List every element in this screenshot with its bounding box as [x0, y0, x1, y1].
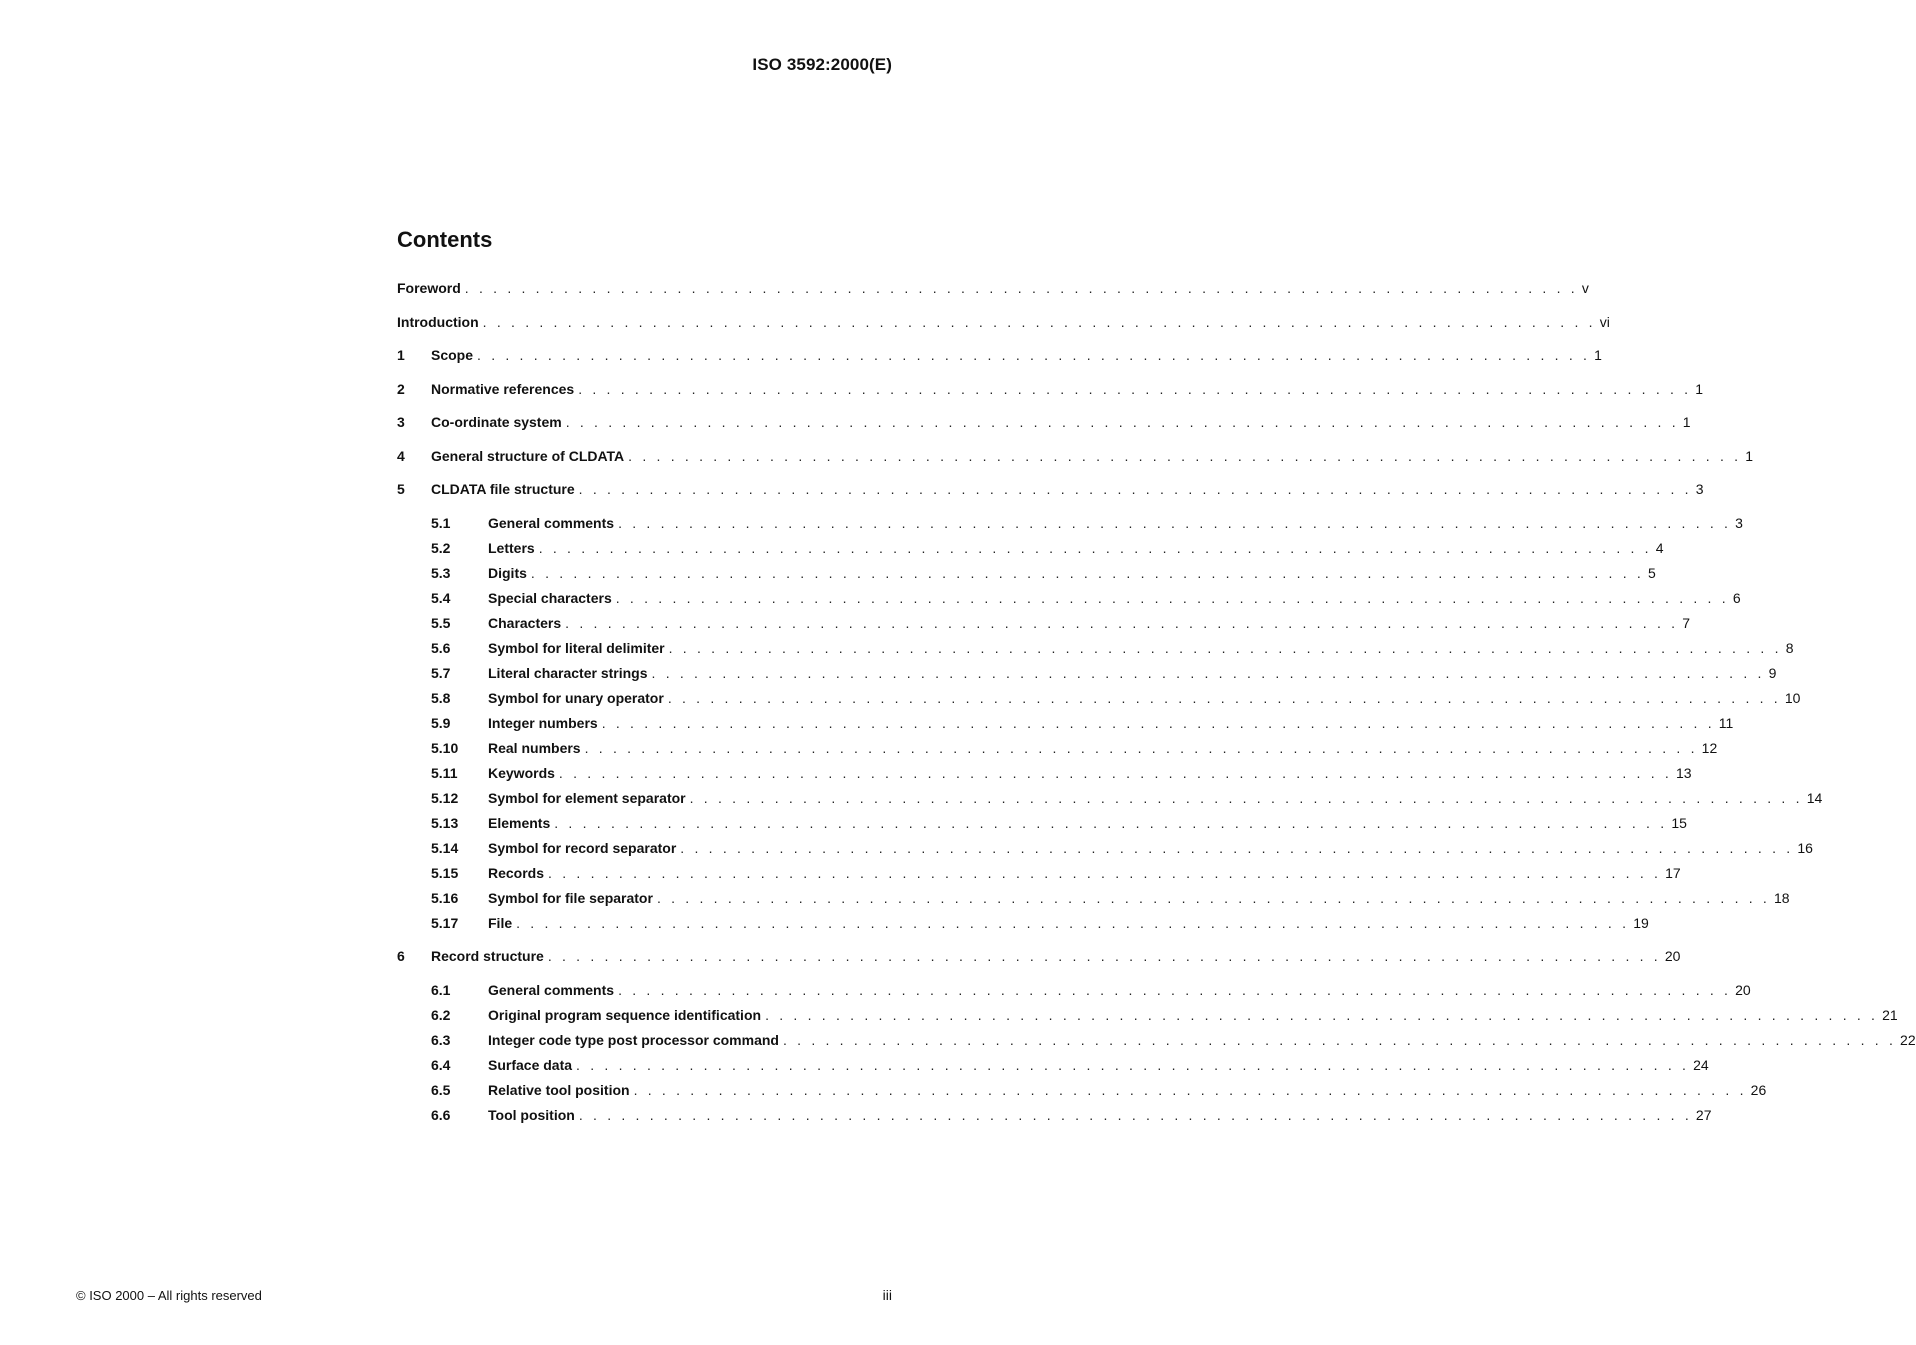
toc-entry-page: 20	[1664, 948, 1681, 964]
toc-entry-page: 7	[1682, 614, 1691, 631]
toc-entry-number: 5.17	[431, 914, 459, 931]
toc-entry[interactable]	[397, 814, 1687, 839]
toc-entry-title: Characters	[488, 614, 562, 631]
toc-entry[interactable]	[397, 1106, 1712, 1131]
toc-entry-page: 8	[1785, 639, 1794, 656]
dot-leader: . . . . . . . . . . . . . . . . . . . . . . . . . . . . . . . . . . . . . . . . . . . . . . . . . . . . . . . . . . . . . . . . . . . . . . . . . . . . . . .	[538, 539, 1652, 556]
toc-entry-page: 1	[1682, 414, 1691, 430]
toc-entry-page: 13	[1676, 764, 1692, 781]
toc-entry-page: 21	[1882, 1006, 1898, 1023]
toc-entry-page: 22	[1900, 1031, 1916, 1048]
toc-entry-title: Introduction	[397, 313, 479, 330]
dot-leader: . . . . . . . . . . . . . . . . . . . . . . . . . . . . . . . . . . . . . . . . . . . . . . . . . . . . . . . . . . . . . . . . . . . . . . . . . . . . . . .	[576, 1056, 1690, 1073]
toc-entry-page: 12	[1701, 739, 1718, 756]
toc-entry-page: 4	[1655, 539, 1664, 556]
page-title: Contents	[397, 227, 493, 252]
toc-entry-number: 5	[397, 481, 405, 497]
dot-leader: . . . . . . . . . . . . . . . . . . . . . . . . . . . . . . . . . . . . . . . . . . . . . . . . . . . . . . . . . . . . . . . . . . . . . . . . . . . . . . .	[578, 1106, 1692, 1123]
toc-entry[interactable]	[397, 764, 1692, 789]
toc-entry-number: 2	[397, 380, 405, 397]
toc-entry-title: General comments	[488, 981, 615, 998]
toc-entry[interactable]	[397, 947, 1681, 972]
toc-entry[interactable]	[397, 380, 1704, 405]
dot-leader: . . . . . . . . . . . . . . . . . . . . . . . . . . . . . . . . . . . . . . . . . . . . . . . . . . . . . . . . . . . . . . . . . . . . . . . . . . . . . . .	[633, 1081, 1747, 1098]
dot-leader: . . . . . . . . . . . . . . . . . . . . . . . . . . . . . . . . . . . . . . . . . . . . . . . . . . . . . . . . . . . . . . . . . . . . . . . . . . . . . . .	[554, 814, 1668, 831]
toc-entry[interactable]	[397, 313, 1610, 338]
toc-entry-title: Foreword	[397, 280, 461, 296]
document-id: ISO 3592:2000(E)	[752, 55, 892, 74]
toc-entry-title: Symbol for record separator	[488, 839, 677, 856]
toc-entry-number: 6.3	[431, 1031, 451, 1048]
toc-entry[interactable]	[397, 1031, 1916, 1056]
toc-entry-page: 24	[1693, 1056, 1709, 1073]
toc-entry-number: 5.11	[431, 764, 458, 781]
toc-entry-number: 5.12	[431, 789, 459, 806]
dot-leader: . . . . . . . . . . . . . . . . . . . . . . . . . . . . . . . . . . . . . . . . . . . . . . . . . . . . . . . . . . . . . . . . . . . . . . . . . . . . . . .	[565, 614, 1679, 631]
toc-entry-number: 5.3	[431, 564, 451, 581]
toc-entry[interactable]	[397, 739, 1718, 764]
toc-entry-number: 5.14	[431, 839, 459, 856]
dot-leader: . . . . . . . . . . . . . . . . . . . . . . . . . . . . . . . . . . . . . . . . . . . . . . . . . . . . . . . . . . . . . . . . . . . . . . . . . . . . . . .	[578, 380, 1692, 397]
toc-entry-number: 5.15	[431, 864, 459, 881]
toc-entry-page: 3	[1735, 514, 1743, 531]
toc-entry[interactable]	[397, 914, 1649, 939]
toc-entry[interactable]	[397, 514, 1743, 539]
toc-entry-title: Symbol for literal delimiter	[488, 639, 665, 656]
toc-entry-number: 5.4	[431, 589, 451, 606]
dot-leader: . . . . . . . . . . . . . . . . . . . . . . . . . . . . . . . . . . . . . . . . . . . . . . . . . . . . . . . . . . . . . . . . . . . . . . . . . . . . . . .	[464, 280, 1578, 296]
toc-entry[interactable]	[397, 639, 1794, 664]
toc-entry-page: 1	[1695, 380, 1704, 397]
dot-leader: . . . . . . . . . . . . . . . . . . . . . . . . . . . . . . . . . . . . . . . . . . . . . . . . . . . . . . . . . . . . . . . . . . . . . . . . . . . . . . .	[680, 839, 1794, 856]
toc-entry[interactable]	[397, 1056, 1709, 1081]
toc-entry-number: 6.6	[431, 1106, 451, 1123]
dot-leader: . . . . . . . . . . . . . . . . . . . . . . . . . . . . . . . . . . . . . . . . . . . . . . . . . . . . . . . . . . . . . . . . . . . . . . . . . . . . . . .	[548, 864, 1662, 881]
toc-entry-title: Keywords	[488, 764, 555, 781]
toc-entry[interactable]	[397, 664, 1777, 689]
toc-entry-number: 5.1	[431, 514, 451, 531]
toc-entry-number: 5.7	[431, 664, 451, 681]
toc-entry-number: 3	[397, 414, 405, 430]
toc-entry-title: Tool position	[488, 1106, 575, 1123]
dot-leader: . . . . . . . . . . . . . . . . . . . . . . . . . . . . . . . . . . . . . . . . . . . . . . . . . . . . . . . . . . . . . . . . . . . . . . . . . . . . . . .	[482, 313, 1596, 330]
table-of-contents	[397, 279, 1916, 1131]
dot-leader: . . . . . . . . . . . . . . . . . . . . . . . . . . . . . . . . . . . . . . . . . . . . . . . . . . . . . . . . . . . . . . . . . . . . . . . . . . . . . . .	[668, 639, 1782, 656]
toc-entry-title: Records	[488, 864, 545, 881]
toc-entry-page: 6	[1732, 589, 1741, 606]
toc-entry-page: 20	[1735, 981, 1751, 998]
copyright-notice: © ISO 2000 – All rights reserved	[76, 1288, 262, 1303]
toc-entry[interactable]	[397, 539, 1664, 564]
toc-entry[interactable]	[397, 447, 1754, 472]
toc-entry-number: 6.2	[431, 1006, 451, 1023]
toc-entry-title: General structure of CLDATA	[431, 447, 625, 464]
toc-entry-number: 6.5	[431, 1081, 451, 1098]
toc-entry-number: 5.10	[431, 739, 459, 756]
toc-entry-number: 6.1	[431, 981, 451, 998]
toc-entry-title: Normative references	[431, 380, 575, 397]
dot-leader: . . . . . . . . . . . . . . . . . . . . . . . . . . . . . . . . . . . . . . . . . . . . . . . . . . . . . . . . . . . . . . . . . . . . . . . . . . . . . . .	[782, 1031, 1897, 1048]
toc-entry[interactable]	[397, 346, 1602, 371]
toc-entry[interactable]	[397, 1006, 1898, 1031]
dot-leader: . . . . . . . . . . . . . . . . . . . . . . . . . . . . . . . . . . . . . . . . . . . . . . . . . . . . . . . . . . . . . . . . . . . . . . . . . . . . . . .	[615, 589, 1729, 606]
dot-leader: . . . . . . . . . . . . . . . . . . . . . . . . . . . . . . . . . . . . . . . . . . . . . . . . . . . . . . . . . . . . . . . . . . . . . . . . . . . . . . .	[584, 739, 1698, 756]
toc-entry[interactable]	[397, 689, 1801, 714]
toc-entry-title: Symbol for file separator	[488, 889, 653, 906]
toc-entry[interactable]	[397, 839, 1813, 864]
dot-leader: . . . . . . . . . . . . . . . . . . . . . . . . . . . . . . . . . . . . . . . . . . . . . . . . . . . . . . . . . . . . . . . . . . . . . . . . . . . . . . .	[516, 914, 1630, 931]
toc-entry-title: Co-ordinate system	[431, 414, 562, 430]
toc-entry-number: 1	[397, 347, 405, 363]
dot-leader: . . . . . . . . . . . . . . . . . . . . . . . . . . . . . . . . . . . . . . . . . . . . . . . . . . . . . . . . . . . . . . . . . . . . . . . . . . . . . . .	[618, 981, 1732, 998]
toc-entry-title: General comments	[488, 514, 615, 531]
toc-entry-title: Literal character strings	[488, 664, 648, 681]
dot-leader: . . . . . . . . . . . . . . . . . . . . . . . . . . . . . . . . . . . . . . . . . . . . . . . . . . . . . . . . . . . . . . . . . . . . . . . . . . . . . . .	[578, 481, 1692, 497]
toc-entry[interactable]	[397, 413, 1691, 438]
toc-entry-number: 4	[397, 447, 405, 464]
toc-entry-page: 1	[1594, 347, 1602, 363]
toc-entry-page: 18	[1774, 889, 1790, 906]
toc-entry-page: 11	[1718, 714, 1734, 731]
dot-leader: . . . . . . . . . . . . . . . . . . . . . . . . . . . . . . . . . . . . . . . . . . . . . . . . . . . . . . . . . . . . . . . . . . . . . . . . . . . . . . .	[765, 1006, 1879, 1023]
toc-entry-number: 5.9	[431, 714, 451, 731]
toc-entry-title: Integer numbers	[488, 714, 598, 731]
toc-entry[interactable]	[397, 279, 1589, 304]
dot-leader: . . . . . . . . . . . . . . . . . . . . . . . . . . . . . . . . . . . . . . . . . . . . . . . . . . . . . . . . . . . . . . . . . . . . . . . . . . . . . . .	[477, 347, 1591, 363]
toc-entry[interactable]	[397, 889, 1790, 914]
toc-entry-title: CLDATA file structure	[431, 481, 575, 497]
toc-entry-page: 1	[1745, 447, 1754, 464]
toc-entry-title: Original program sequence identification	[488, 1006, 762, 1023]
toc-entry-page: v	[1581, 280, 1589, 296]
toc-entry-number: 5.16	[431, 889, 459, 906]
toc-entry-title: Elements	[488, 814, 551, 831]
dot-leader: . . . . . . . . . . . . . . . . . . . . . . . . . . . . . . . . . . . . . . . . . . . . . . . . . . . . . . . . . . . . . . . . . . . . . . . . . . . . . . .	[530, 564, 1644, 581]
toc-entry[interactable]	[397, 564, 1656, 589]
toc-entry-number: 5.6	[431, 639, 451, 656]
toc-entry-page: 19	[1633, 914, 1649, 931]
toc-entry-title: File	[488, 914, 513, 931]
toc-entry-number: 5.5	[431, 614, 451, 631]
toc-entry-title: Scope	[431, 347, 474, 363]
toc-entry-title: Integer code type post processor command	[488, 1031, 779, 1048]
dot-leader: . . . . . . . . . . . . . . . . . . . . . . . . . . . . . . . . . . . . . . . . . . . . . . . . . . . . . . . . . . . . . . . . . . . . . . . . . . . . . . .	[547, 948, 1661, 964]
toc-entry-page: 10	[1784, 689, 1801, 706]
toc-entry-title: Real numbers	[488, 739, 581, 756]
dot-leader: . . . . . . . . . . . . . . . . . . . . . . . . . . . . . . . . . . . . . . . . . . . . . . . . . . . . . . . . . . . . . . . . . . . . . . . . . . . . . . .	[689, 789, 1803, 806]
toc-entry[interactable]	[397, 714, 1734, 739]
dot-leader: . . . . . . . . . . . . . . . . . . . . . . . . . . . . . . . . . . . . . . . . . . . . . . . . . . . . . . . . . . . . . . . . . . . . . . . . . . . . . . .	[667, 689, 1781, 706]
dot-leader: . . . . . . . . . . . . . . . . . . . . . . . . . . . . . . . . . . . . . . . . . . . . . . . . . . . . . . . . . . . . . . . . . . . . . . . . . . . . . . .	[656, 889, 1771, 906]
toc-entry-page: 5	[1647, 564, 1656, 581]
toc-entry-number: 6	[397, 948, 405, 964]
toc-entry-title: Letters	[488, 539, 535, 556]
toc-entry-title: Record structure	[431, 948, 544, 964]
page-number: iii	[882, 1287, 892, 1303]
toc-entry-page: 26	[1750, 1081, 1767, 1098]
toc-entry-number: 6.4	[431, 1056, 451, 1073]
toc-entry-number: 5.8	[431, 689, 451, 706]
toc-entry-page: vi	[1599, 313, 1610, 330]
toc-entry-page: 27	[1695, 1106, 1712, 1123]
toc-entry[interactable]	[397, 480, 1704, 505]
toc-entry-number: 5.13	[431, 814, 459, 831]
toc-entry-title: Special characters	[488, 589, 612, 606]
toc-entry-title: Digits	[488, 564, 527, 581]
dot-leader: . . . . . . . . . . . . . . . . . . . . . . . . . . . . . . . . . . . . . . . . . . . . . . . . . . . . . . . . . . . . . . . . . . . . . . . . . . . . . . .	[628, 447, 1742, 464]
dot-leader: . . . . . . . . . . . . . . . . . . . . . . . . . . . . . . . . . . . . . . . . . . . . . . . . . . . . . . . . . . . . . . . . . . . . . . . . . . . . . . .	[618, 514, 1732, 531]
dot-leader: . . . . . . . . . . . . . . . . . . . . . . . . . . . . . . . . . . . . . . . . . . . . . . . . . . . . . . . . . . . . . . . . . . . . . . . . . . . . . . .	[651, 664, 1765, 681]
toc-entry-title: Symbol for element separator	[488, 789, 686, 806]
toc-entry-page: 14	[1806, 789, 1823, 806]
toc-entry-title: Relative tool position	[488, 1081, 630, 1098]
toc-entry[interactable]	[397, 981, 1751, 1006]
dot-leader: . . . . . . . . . . . . . . . . . . . . . . . . . . . . . . . . . . . . . . . . . . . . . . . . . . . . . . . . . . . . . . . . . . . . . . . . . . . . . . .	[601, 714, 1715, 731]
dot-leader: . . . . . . . . . . . . . . . . . . . . . . . . . . . . . . . . . . . . . . . . . . . . . . . . . . . . . . . . . . . . . . . . . . . . . . . . . . . . . . .	[565, 414, 1679, 430]
toc-entry-page: 9	[1768, 664, 1777, 681]
toc-entry[interactable]	[397, 864, 1681, 889]
toc-entry[interactable]	[397, 789, 1823, 814]
toc-entry-page: 16	[1797, 839, 1813, 856]
toc-entry-page: 15	[1671, 814, 1687, 831]
toc-entry-page: 3	[1695, 481, 1704, 497]
dot-leader: . . . . . . . . . . . . . . . . . . . . . . . . . . . . . . . . . . . . . . . . . . . . . . . . . . . . . . . . . . . . . . . . . . . . . . . . . . . . . . .	[558, 764, 1672, 781]
toc-entry-number: 5.2	[431, 539, 451, 556]
toc-entry-title: Symbol for unary operator	[488, 689, 664, 706]
toc-entry-title: Surface data	[488, 1056, 573, 1073]
toc-entry[interactable]	[397, 589, 1741, 614]
toc-entry-page: 17	[1665, 864, 1681, 881]
toc-entry[interactable]	[397, 614, 1691, 639]
toc-entry[interactable]	[397, 1081, 1767, 1106]
